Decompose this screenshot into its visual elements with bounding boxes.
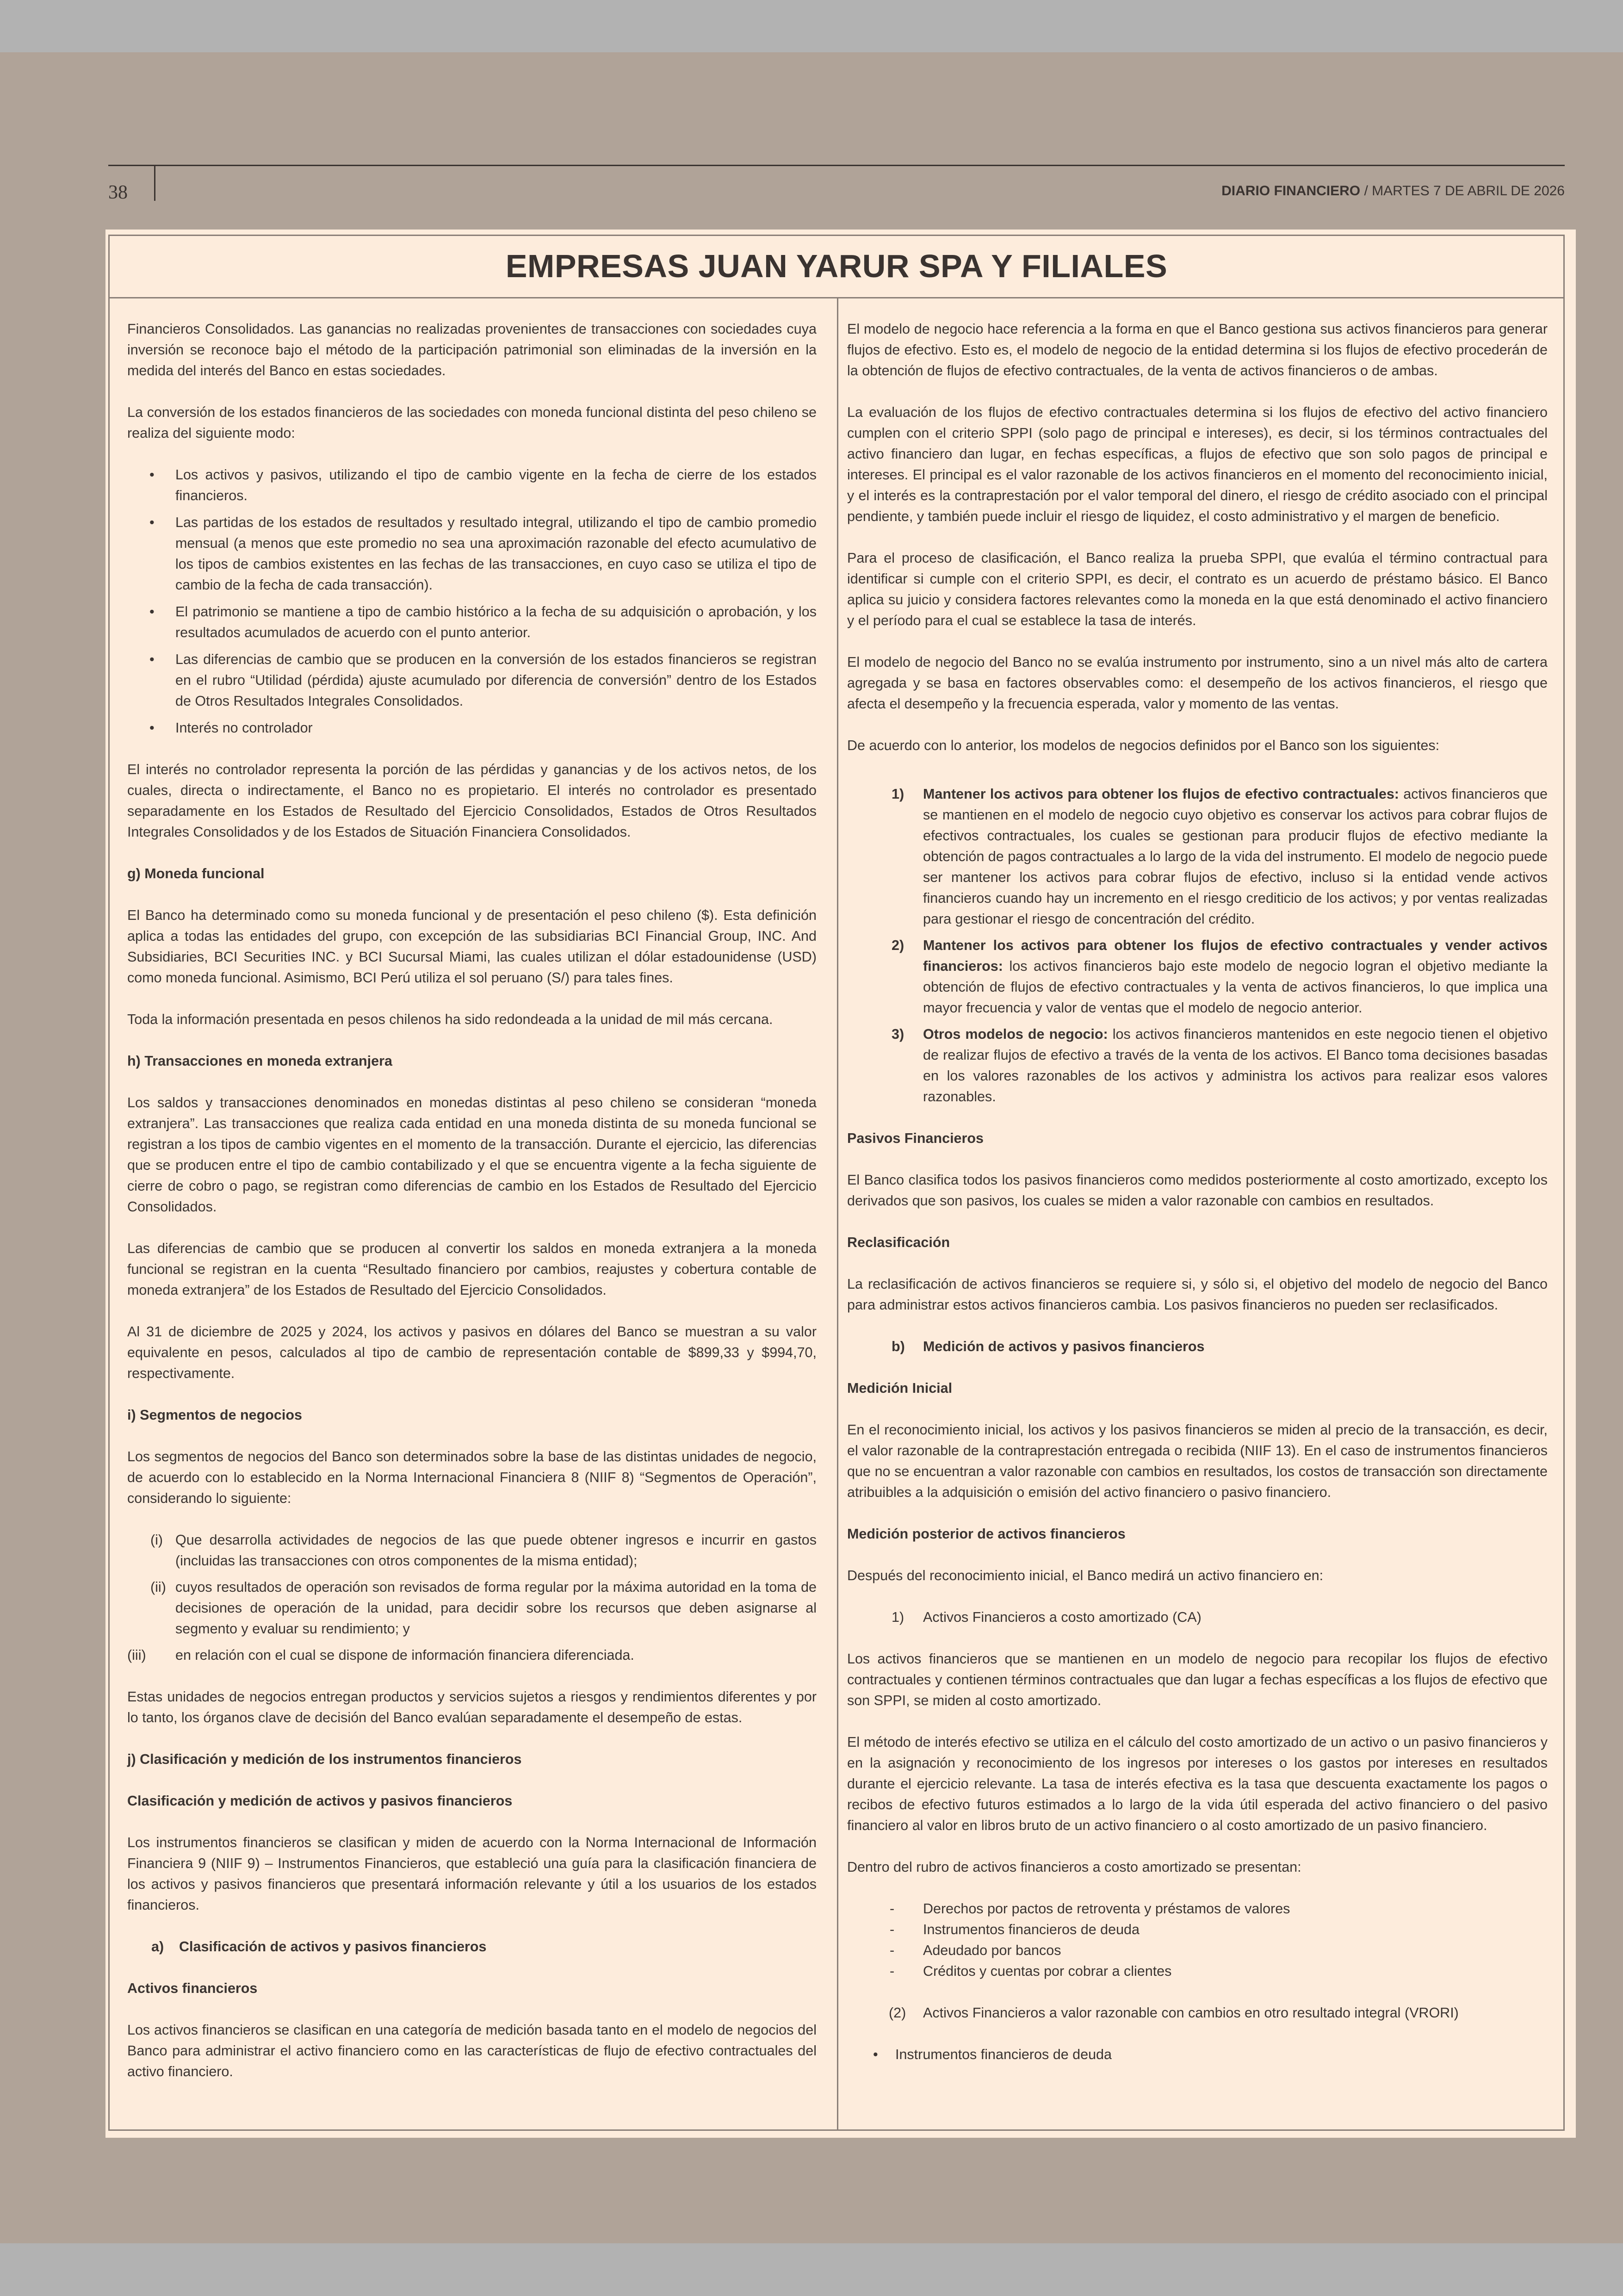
numbered-item: 1) Activos Financieros a costo amortizado (CA)	[892, 1609, 1202, 1625]
paragraph: El modelo de negocio del Banco no se evalúa instrumento por instrumento, sino a un nivel más alto de cartera agregada y se basa en factores observables como: el desempeño de los activos financieros, el riesgo que afecta el desempeño y la frecuencia esperada, valor y momento de las ventas.	[847, 654, 1548, 712]
paragraph: El Banco ha determinado como su moneda funcional y de presentación el peso chileno ($). Esta definición aplica a todas las entidades del grupo, con excepción de las subsidiarias BCI Financial Group, INC. And Subsidiaries, BCI Securities INC. y BCI Sucursal Miami, las cuales utilizan el dólar estadounidense (USD) como moneda funcional. Asimismo, BCI Perú utiliza el sol peruano (S/) para tales fines.	[127, 907, 817, 986]
publication-date: MARTES 7 DE ABRIL DE 2026	[1372, 183, 1565, 199]
segment-criteria-list	[127, 1530, 817, 1666]
list-item: 2) Mantener los activos para obtener los flujos de efectivo contractuales y vender activos financieros: los activos financieros bajo este modelo de negocio logran el objetivo mediante la obtención de flujos de efectivo contractuales y la venta de activos financieros, lo que implica una mayor frecuencia y valor de ventas que el modelo de negocio anterior.	[892, 937, 1548, 1016]
list-item: - Instrumentos financieros de deuda	[890, 1922, 1140, 1937]
list-item: 3) Otros modelos de negocio: los activos financieros mantenidos en este negocio tienen el objetivo de realizar flujos de efectivo a través de la venta de los activos. El Banco toma decisiones basadas en los valores razonables de los activos y administra los activos para realizar esos valores razonables.	[892, 1026, 1548, 1105]
section-heading-j: j) Clasificación y medición de los instrumentos financieros	[127, 1751, 522, 1767]
list-item: - Derechos por pactos de retroventa y préstamos de valores	[890, 1901, 1290, 1917]
paragraph: La conversión de los estados financieros de las sociedades con moneda funcional distinta del peso chileno se realiza del siguiente modo:	[127, 404, 817, 441]
list-item: (i) Que desarrolla actividades de negocios de las que puede obtener ingresos e incurrir en gastos (incluidas las transacciones con otros componentes de la misma entidad);	[150, 1532, 817, 1569]
masthead	[1221, 183, 1565, 199]
amortized-cost-list	[847, 1899, 1548, 1982]
paragraph: Dentro del rubro de activos financieros a costo amortizado se presentan:	[847, 1859, 1301, 1875]
paragraph: Las diferencias de cambio que se producen al convertir los saldos en moneda extranjera a la moneda funcional se registran en la cuenta “Resultado financiero por cambios, reajustes y cobertura contable de moneda extranjera” de los Estados de Resultado del Ejercicio Consolidados.	[127, 1241, 817, 1298]
bullet-marker: •	[149, 604, 155, 620]
paragraph: Al 31 de diciembre de 2025 y 2024, los activos y pasivos en dólares del Banco se muestran a su valor equivalente en pesos, calculados al tipo de cambio de representación contable de $899,33 y $994,70, respectivamente.	[127, 1324, 817, 1381]
list-item: - Adeudado por bancos	[890, 1942, 1061, 1958]
bullet-marker: •	[149, 515, 155, 530]
bullet-marker: •	[149, 720, 155, 736]
left-column	[127, 319, 817, 2103]
paragraph: Los segmentos de negocios del Banco son determinados sobre la base de las distintas unidades de negocio, de acuerdo con lo establecido en la Norma Internacional Financiera 8 (NIIF 8) “Segmentos de Operación”, considerando lo siguiente:	[127, 1449, 817, 1506]
subsection-heading: Reclasificación	[847, 1235, 950, 1250]
paragraph: Los activos financieros que se mantienen en un modelo de negocio para recopilar los flujos de efectivo contractuales y contienen términos contractuales que dan lugar a fechas específicas a los flujos de efectivo que son SPPI, se miden al costo amortizado.	[847, 1651, 1548, 1708]
subsection-heading: Pasivos Financieros	[847, 1130, 984, 1146]
bullet-marker: •	[149, 652, 155, 667]
paragraph: En el reconocimiento inicial, los activos y los pasivos financieros se miden al precio de la transacción, es decir, el valor razonable de la contraprestación entregada o recibida (NIIF 13). En el caso de instrumentos financieros que no se encuentran a valor razonable con cambios en resultados, los costos de transacción son directamente atribuibles a la adquisición o emisión del activo financiero o pasivo financiero.	[847, 1422, 1548, 1500]
paragraph: El método de interés efectivo se utiliza en el cálculo del costo amortizado de un activo o un pasivo financieros y en la asignación y reconocimiento de los ingresos por intereses o los gastos por intereses en resultados durante el ejercicio relevante. La tasa de interés efectiva es la tasa que descuenta exactamente los pagos o recibos de efectivo futuros estimados a lo largo de la vida útil esperada del activo financiero o del pasivo financiero al valor en libros bruto de un activo financiero o al costo amortizado de un pasivo financiero.	[847, 1734, 1548, 1833]
paragraph: El Banco clasifica todos los pasivos financieros como medidos posteriormente al costo amortizado, excepto los derivados que son pasivos, los cuales se miden a valor razonable con cambios en resultados.	[847, 1172, 1548, 1209]
section-heading-h: h) Transacciones en moneda extranjera	[127, 1053, 392, 1069]
list-item: • Instrumentos financieros de deuda	[873, 2047, 1112, 2062]
paragraph: Toda la información presentada en pesos chilenos ha sido redondeada a la unidad de mil más cercana.	[127, 1011, 773, 1027]
list-item: • Las partidas de los estados de resultados y resultado integral, utilizando el tipo de cambio promedio mensual (a menos que este promedio no sea una aproximación razonable del efecto acumulativo de los tipos de cambios existentes en las fechas de las transacciones, en cuyo caso se utiliza el tipo de cambio de la fecha de cada transacción).	[127, 512, 817, 596]
list-item: • El patrimonio se mantiene a tipo de cambio histórico a la fecha de su adquisición o aprobación, y los resultados acumulados de acuerdo con el punto anterior.	[127, 602, 817, 643]
paragraph: Para el proceso de clasificación, el Banco realiza la prueba SPPI, que evalúa el término contractual para identificar si cumple con el criterio SPPI, es decir, el contrato es un acuerdo de préstamo básico. El Banco aplica su juicio y considera factores relevantes como la moneda en la que está denominado el activo financiero y el período para el cual se establece la tasa de interés.	[847, 550, 1548, 628]
list-item: (iii) en relación con el cual se dispone de información financiera diferenciada.	[127, 1647, 634, 1663]
masthead-separator: /	[1360, 183, 1372, 199]
list-item: • Las diferencias de cambio que se producen en la conversión de los estados financieros se registran en el rubro “Utilidad (pérdida) ajuste acumulado por diferencia de conversión” dentro de los Estados de Otros Resultados Integrales Consolidados.	[127, 649, 817, 712]
page-number: 38	[108, 182, 128, 203]
paragraph: Después del reconocimiento inicial, el Banco medirá un activo financiero en:	[847, 1568, 1324, 1583]
subsection-heading: Medición posterior de activos financieros	[847, 1526, 1126, 1542]
right-column	[847, 319, 1548, 2065]
subsection-heading: Clasificación y medición de activos y pasivos financieros	[127, 1793, 513, 1809]
paragraph: De acuerdo con lo anterior, los modelos de negocios definidos por el Banco son los siguientes:	[847, 738, 1440, 753]
notice-frame	[108, 235, 1565, 2131]
list-item: (ii) cuyos resultados de operación son revisados de forma regular por la máxima autoridad en la toma de decisiones de operación de la unidad, para decidir sobre los recursos que deben asignarse al segmento y evaluar su rendimiento; y	[150, 1579, 817, 1637]
list-item: • Interés no controlador	[127, 718, 817, 738]
section-heading-i: i) Segmentos de negocios	[127, 1407, 302, 1423]
subsection-heading-a: a) Clasificación de activos y pasivos financieros	[151, 1939, 487, 1955]
list-item: • Los activos y pasivos, utilizando el tipo de cambio vigente en la fecha de cierre de los estados financieros.	[127, 465, 817, 506]
conversion-list	[127, 465, 817, 738]
paragraph: Los activos financieros se clasifican en una categoría de medición basada tanto en el modelo de negocios del Banco para administrar el activo financiero como en las características de flujo de efectivo contractuales del activo financiero.	[127, 2022, 817, 2079]
header-rule	[108, 165, 1565, 166]
paragraph: Los saldos y transacciones denominados en monedas distintas al peso chileno se consideran “moneda extranjera”. Las transacciones que realiza cada entidad en una moneda distinta de su moneda funcional se registran a los tipos de cambio vigentes en el momento de la transacción. Durante el ejercicio, las diferencias que se producen entre el tipo de cambio contabilizado y el que se encuentra vigente a la fecha siguiente de cierre de cobro o pago, se registran como diferencias de cambio en los Estados de Resultado del Ejercicio Consolidados.	[127, 1095, 817, 1215]
paragraph: Los instrumentos financieros se clasifican y miden de acuerdo con la Norma Internacional de Información Financiera 9 (NIIF 9) – Instrumentos Financieros, que estableció una guía para la clasificación financiera de los activos y pasivos financieros que presentará información relevante y útil a los usuarios de los estados financieros.	[127, 1835, 817, 1913]
paragraph: El interés no controlador representa la porción de las pérdidas y ganancias y de los activos netos, de los cuales, directa o indirectamente, el Banco no es propietario. El interés no controlador es presentado separadamente en los Estados de Resultado del Ejercicio Consolidados, Estados de Otros Resultados Integrales Consolidados y de los Estados de Situación Financiera Consolidados.	[127, 762, 817, 840]
subsection-heading-b: b) Medición de activos y pasivos financieros	[892, 1339, 1205, 1354]
business-models-list	[847, 784, 1548, 1107]
list-item: 1) Mantener los activos para obtener los flujos de efectivo contractuales: activos financieros que se mantienen en el modelo de negocio cuyo objetivo es conservar los activos para cobrar flujos de efectivos contractuales, los cuales se gestionan para producir flujos de efectivo mediante la obtención de pagos contractuales a lo largo de la vida del instrumento. El modelo de negocio puede ser mantener los activos para cobrar flujos de efectivo, incluso si la entidad vende activos financieros cuando hay un incremento en el riesgo crediticio de los activos; y por ventas realizadas para gestionar el riesgo de concentración del crédito.	[892, 786, 1548, 927]
notice-title: EMPRESAS JUAN YARUR SPA Y FILIALES	[110, 236, 1563, 298]
header-rule-tick	[154, 165, 155, 201]
section-heading-g: g) Moneda funcional	[127, 866, 265, 881]
subsection-heading: Medición Inicial	[847, 1380, 953, 1396]
column-divider	[837, 298, 838, 2129]
publication-name: DIARIO FINANCIERO	[1221, 183, 1361, 199]
subsection-heading: Activos financieros	[127, 1980, 258, 1996]
paragraph: La evaluación de los flujos de efectivo contractuales determina si los flujos de efectivo del activo financiero cumplen con el criterio SPPI (solo pago de principal e intereses), es decir, si los términos contractuales del activo financiero dan lugar, en fechas específicas, a flujos de efectivo que son solo pagos de principal e intereses. El principal es el valor razonable de los activos financieros en el momento del reconocimiento inicial, y el interés es la contraprestación por el valor temporal del dinero, el riesgo de crédito asociado con el principal pendiente, y también puede incluir el riesgo de liquidez, el costo administrativo y el margen de beneficio.	[847, 404, 1548, 524]
paragraph: Financieros Consolidados. Las ganancias no realizadas provenientes de transacciones con sociedades cuya inversión se reconoce bajo el método de la participación patrimonial son eliminadas de la inversión en la medida del interés del Banco en estas sociedades.	[127, 321, 817, 379]
numbered-item: (2) Activos Financieros a valor razonable con cambios en otro resultado integral (VRORI)	[889, 2005, 1459, 2021]
list-item: - Créditos y cuentas por cobrar a clientes	[890, 1963, 1172, 1979]
bullet-marker: •	[149, 467, 155, 483]
paragraph: La reclasificación de activos financieros se requiere si, y sólo si, el objetivo del modelo de negocio del Banco para administrar estos activos financieros cambia. Los pasivos financieros no pueden ser reclasificados.	[847, 1276, 1548, 1313]
paragraph: Estas unidades de negocios entregan productos y servicios sujetos a riesgos y rendimientos diferentes y por lo tanto, los órganos clave de decisión del Banco evalúan separadamente el desempeño de estas.	[127, 1689, 817, 1725]
paragraph: El modelo de negocio hace referencia a la forma en que el Banco gestiona sus activos financieros para generar flujos de efectivo. Esto es, el modelo de negocio de la entidad determina si los flujos de efectivo procederán de la obtención de flujos de efectivo contractuales, de la venta de activos financieros o de ambas.	[847, 321, 1548, 379]
